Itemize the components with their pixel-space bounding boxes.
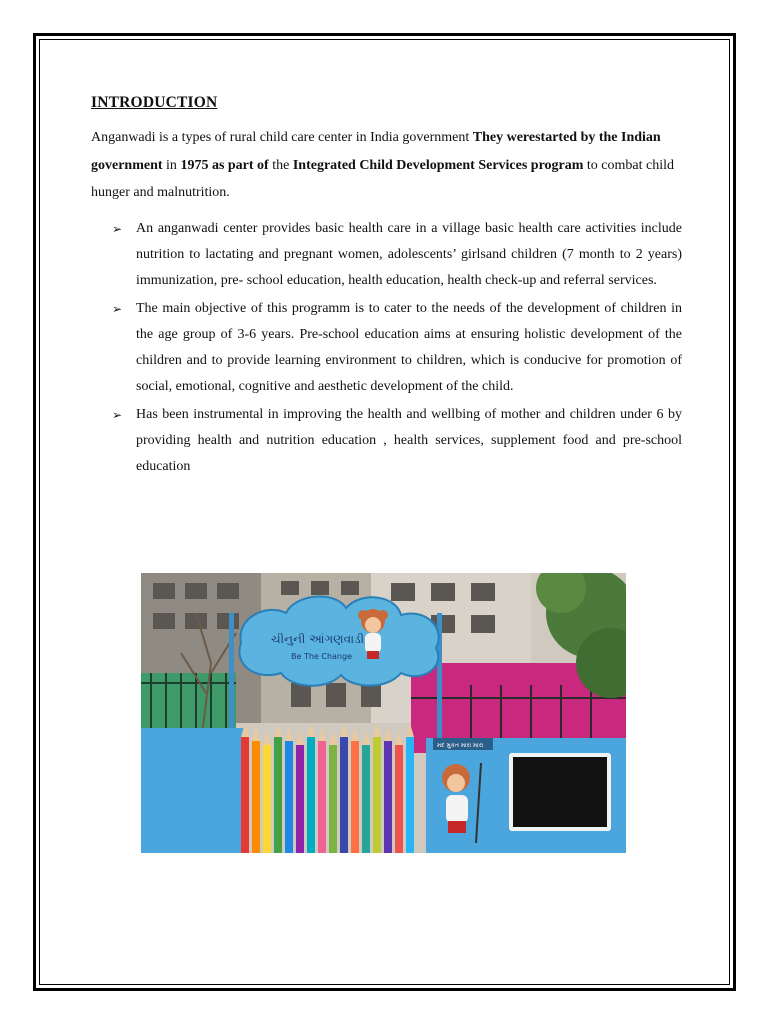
intro-text-3: the — [268, 157, 293, 173]
bullet-text: Has been instrumental in improving the health and wellbing of mother and children under 6 by providing health and nutrition education , health services, supplement food and pre-school education — [136, 407, 682, 474]
pencil-body — [274, 737, 282, 853]
intro-text-1: Anganwadi is a types of rural child care center in India government — [91, 130, 473, 145]
intro-bold-2: 1975 as part of — [180, 157, 269, 173]
chalkboard — [513, 757, 607, 827]
pencil-body — [373, 737, 381, 853]
bullet-list — [112, 216, 682, 482]
bullet-item — [112, 296, 682, 400]
bullet-item — [112, 402, 682, 480]
pencil-body — [384, 741, 392, 853]
intro-paragraph — [91, 124, 681, 207]
pencil-body — [241, 737, 249, 853]
board-label: મદ મુકત મારા મારા — [437, 742, 484, 749]
bullet-item — [112, 216, 682, 294]
pencil-body — [296, 745, 304, 853]
bullet-text: An anganwadi center provides basic health care in a village basic health care activities include nutrition to lactating and pregnant women, adolescents’ girlsand children (7 month to 2 years) immunization, pre- school education, health education, health check-up and referral services. — [136, 221, 682, 288]
section-heading: INTRODUCTION — [91, 94, 218, 111]
pencil-body — [395, 745, 403, 853]
intro-bold-1: They werestarted by the Indian government — [91, 130, 661, 173]
pencil-body — [263, 745, 271, 853]
bullet-text: The main objective of this programm is to cater to the needs of the development of children in the age group of 3-6 years. Pre-school education aims at ensuring holistic development of the children and to provide learning environment to children, which is conducive for promotion of social, emotional, cognitive and aesthetic development of the child. — [136, 301, 682, 394]
intro-text-2: in — [162, 157, 181, 173]
arrow-bullet-icon: ➢ — [112, 222, 123, 236]
sign-brand: Be The Change — [291, 652, 353, 661]
pencil-body — [351, 741, 359, 853]
arrow-bullet-icon: ➢ — [112, 408, 123, 422]
pencil-body — [318, 741, 326, 853]
pencil-body — [362, 745, 370, 853]
pencil-body — [329, 745, 337, 853]
intro-text-4: to combat child hunger and malnutrition. — [91, 157, 675, 200]
anganwadi-photo — [141, 573, 626, 853]
pencil-body — [252, 741, 260, 853]
intro-bold-3: Integrated Child Development Services program — [292, 157, 584, 173]
pencil-body — [406, 737, 414, 853]
arrow-bullet-icon: ➢ — [112, 302, 123, 316]
pencil-body — [340, 737, 348, 853]
pencil-body — [285, 741, 293, 853]
pencil-body — [307, 737, 315, 853]
sign-title: ચીનુની આંગણવાડી — [271, 632, 365, 646]
